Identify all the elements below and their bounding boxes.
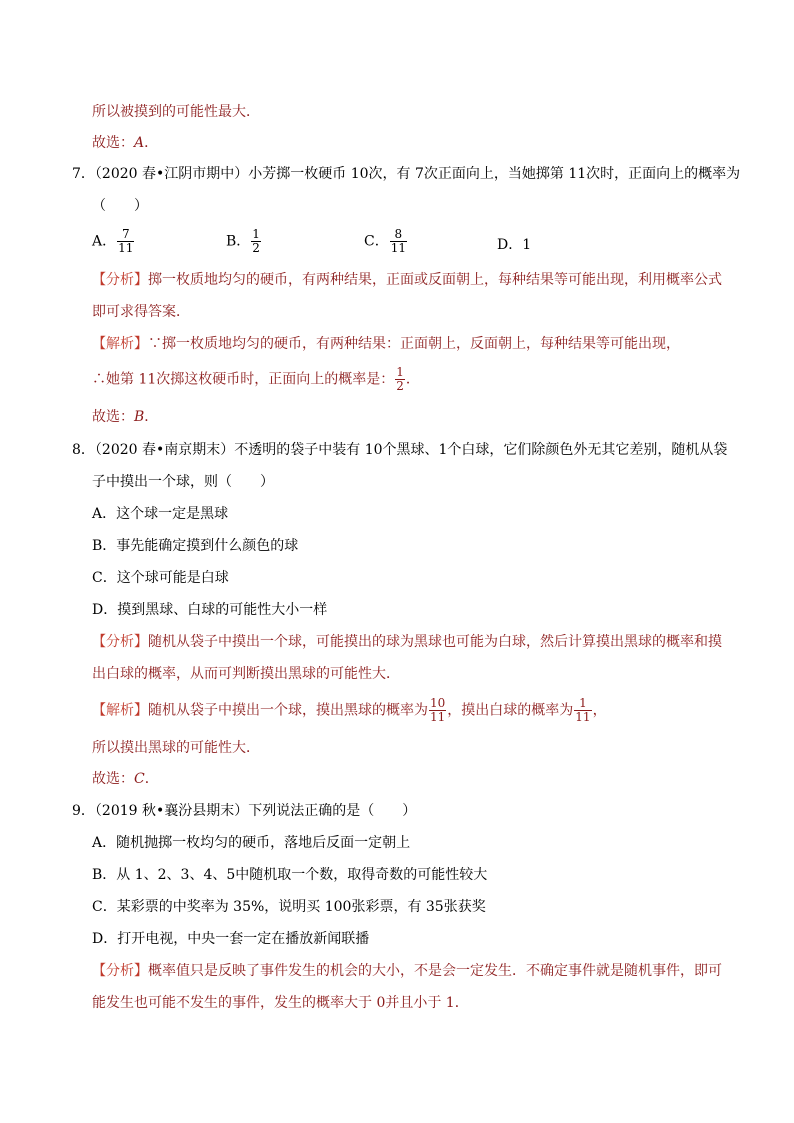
q7-analysis-line1: 【分析】掷一枚质地均匀的硬币，有两种结果，正面或反面朝上，每种结果等可能出现，利用概率公式	[92, 272, 722, 288]
option-letter: D．	[497, 237, 523, 253]
analysis-tag: 【分析】	[92, 272, 148, 288]
q7-answer: 故选：B．	[92, 409, 159, 425]
q8-option-d: D．摸到黑球、白球的可能性大小一样	[92, 602, 328, 618]
q9-analysis-line2: 能发生也可能不发生的事件，发生的概率大于 0并且小于 1．	[92, 995, 469, 1011]
answer-prefix: 故选：	[92, 135, 134, 151]
q8-option-b: B．事先能确定摸到什么颜色的球	[92, 538, 299, 554]
solution-fraction: $\frac{1}{2}$	[396, 365, 404, 393]
q9-option-d: D．打开电视，中央一套一定在播放新闻联播	[92, 931, 370, 947]
q8-answer: 故选：C．	[92, 771, 159, 787]
q7-option-d	[497, 236, 531, 254]
q8-stem-line1: 8．（2020 春•南京期末）不透明的袋子中装有 10个黑球、1个白球，它们除颜色外无其它差别，随机从袋	[72, 442, 728, 458]
q7-option-b	[226, 228, 262, 255]
q8-analysis-line2: 出白球的概率，从而可判断摸出黑球的可能性大．	[92, 666, 400, 682]
q9-option-a: A．随机抛掷一枚均匀的硬币，落地后反面一定朝上	[92, 835, 411, 851]
q7-solution-line1: 【解析】∵掷一枚质地均匀的硬币，有两种结果：正面朝上，反面朝上，每种结果等可能出现，	[92, 336, 680, 352]
q8-option-a: A．这个球一定是黑球	[92, 506, 229, 522]
answer-suffix: ．	[144, 135, 159, 151]
option-fraction: $\frac{8}{11}$	[390, 227, 406, 255]
q9-option-c: C．某彩票的中奖率为 35%，说明买 100张彩票，有 35张获奖	[92, 899, 486, 915]
q9-analysis-line1: 【分析】概率值只是反映了事件发生的机会的大小，不是会一定发生．不确定事件就是随机事件，即可	[92, 963, 722, 979]
answer-letter: A	[134, 135, 145, 151]
option-text: 1	[522, 237, 532, 253]
black-ball-probability: $\frac{10}{11}$	[430, 696, 446, 724]
q7-stem-line1: 7．（2020 春•江阴市期中）小芳掷一枚硬币 10次，有 7次正面向上，当她掷第 11次时，正面向上的概率为	[72, 166, 741, 182]
option-letter: A．	[92, 233, 117, 250]
solution-tag: 【解析】	[92, 702, 148, 719]
solution-tag: 【解析】	[92, 336, 148, 352]
q8-analysis-line1: 【分析】随机从袋子中摸出一个球，可能摸出的球为黑球也可能为白球，然后计算摸出黑球的概率和摸	[92, 634, 722, 650]
analysis-tag: 【分析】	[92, 634, 148, 650]
option-letter: B．	[226, 233, 251, 250]
option-fraction: $\frac{7}{11}$	[118, 227, 134, 255]
q7-option-a	[92, 228, 135, 255]
option-fraction: $\frac{1}{2}$	[252, 227, 260, 255]
intro-answer	[92, 134, 158, 152]
q9-option-b: B．从 1、2、3、4、5中随机取一个数，取得奇数的可能性较大	[92, 867, 488, 883]
q9-stem-line1: 9．（2019 秋•襄汾县期末）下列说法正确的是（ ）	[72, 803, 417, 819]
option-letter: C．	[364, 233, 389, 250]
answer-letter: B	[134, 409, 145, 425]
q7-solution-line2: ∴她第 11次掷这枚硬币时，正面向上的概率是： $\frac{1}{2}$ ．	[92, 365, 420, 393]
q7-option-c	[364, 228, 408, 255]
intro-text: 所以被摸到的可能性最大．	[92, 104, 260, 120]
q8-option-c: C．这个球可能是白球	[92, 570, 229, 586]
q7-stem-line2: （ ）	[92, 198, 148, 214]
q8-solution-line1: 【解析】随机从袋子中摸出一个球，摸出黑球的概率为 $\frac{10}{11}$ ，摸出白球的概率为 $\frac{1}{11}$ ，	[92, 696, 607, 724]
white-ball-probability: $\frac{1}{11}$	[575, 696, 591, 724]
q8-stem-line2: 子中摸出一个球，则（ ）	[92, 474, 274, 490]
q7-analysis-line2: 即可求得答案．	[92, 304, 190, 320]
q8-solution-line2: 所以摸出黑球的可能性大．	[92, 740, 260, 756]
answer-letter: C	[134, 771, 145, 787]
analysis-tag: 【分析】	[92, 963, 148, 979]
